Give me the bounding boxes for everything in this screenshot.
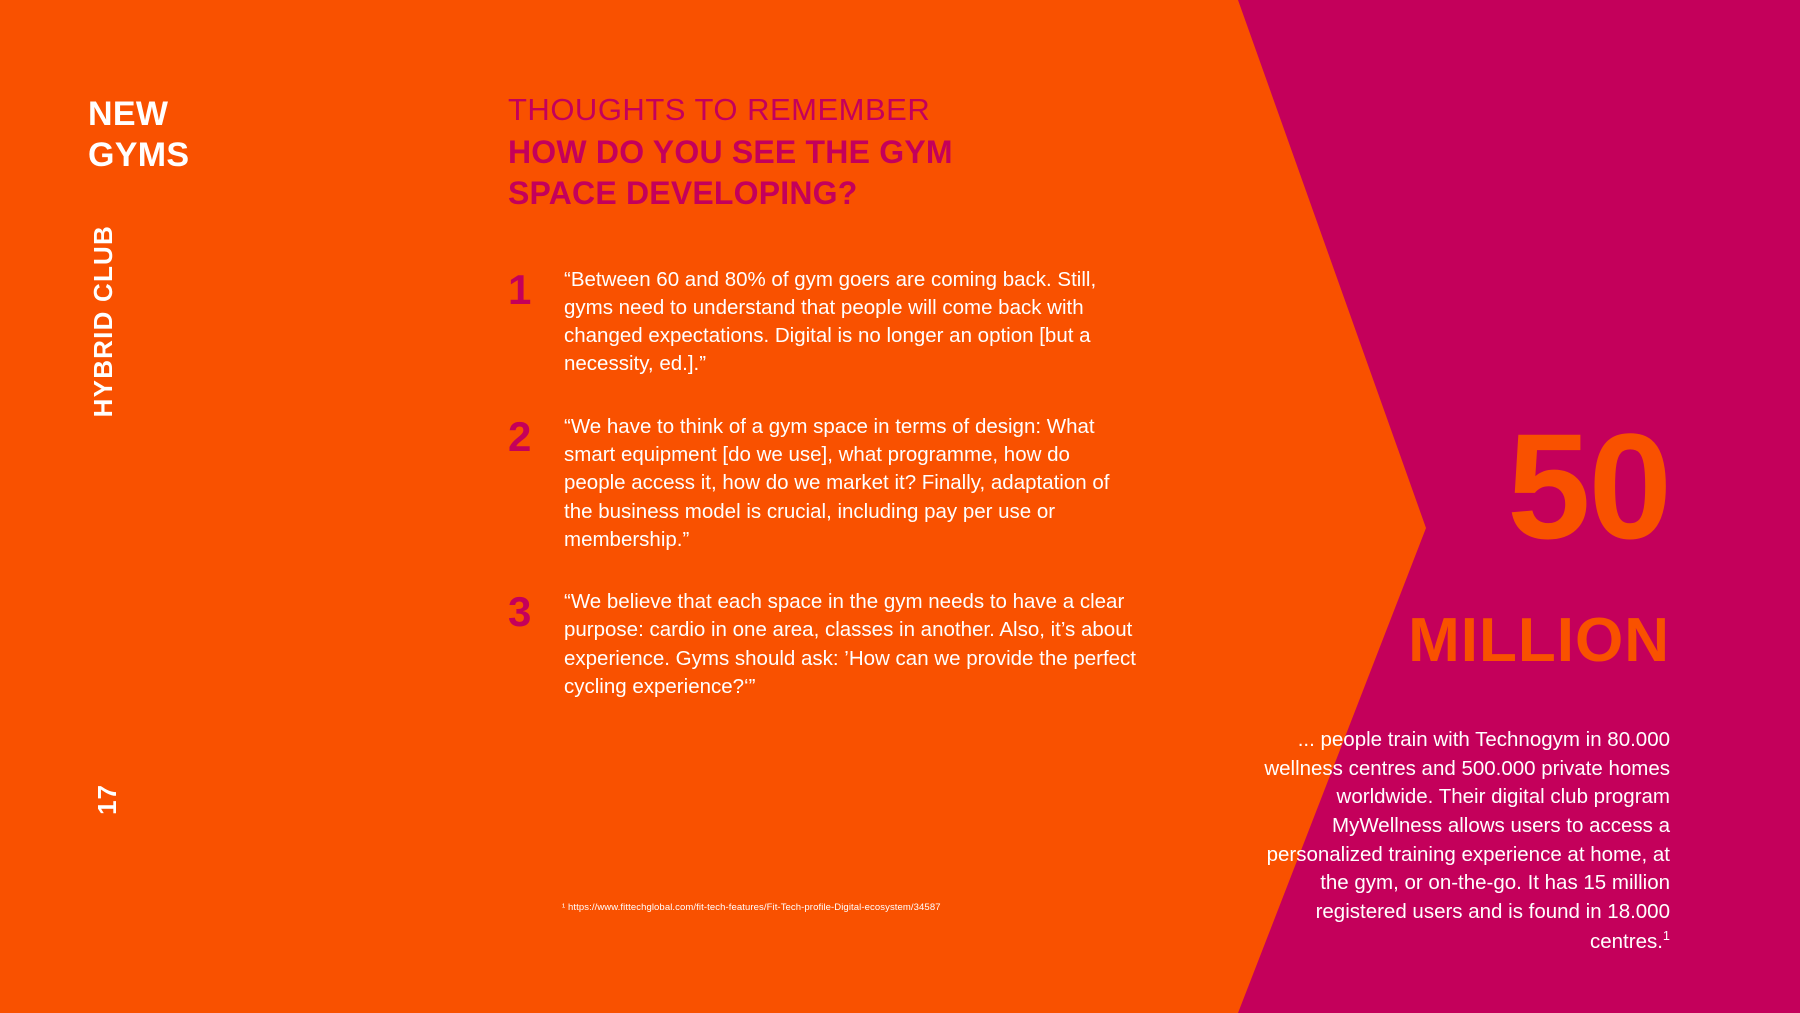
point-text: “We believe that each space in the gym needs to have a clear purpose: cardio in one area, classes in another. Also, it’s about experience. Gyms should ask: ’How can we provide the perfect cycling experience?‘” <box>564 590 1136 698</box>
point-text: “We have to think of a gym space in terms of design: What smart equipment [do we use], what programme, how do people access it, how do we market it? Finally, adaptation of the business model is crucial, including pay per use or membership.” <box>564 414 1110 551</box>
eyebrow-heading: THOUGHTS TO REMEMBER <box>508 92 931 127</box>
point-text: “Between 60 and 80% of gym goers are coming back. Still, gyms need to understand that people will come back with changed expectations. Digital is no longer an option [but a necessity, ed.].” <box>564 267 1097 376</box>
list-item <box>508 266 1138 379</box>
left-column <box>88 0 508 1013</box>
list-item <box>508 413 1138 554</box>
page-title-line-2: SPACE DEVELOPING? <box>508 174 858 211</box>
section-label: HYBRID CLUB <box>88 225 118 418</box>
point-number: 3 <box>508 588 532 636</box>
main-content <box>508 92 1138 735</box>
points-list <box>508 266 1138 702</box>
statistic-value: 50 <box>1507 402 1670 570</box>
footnote-source: ¹ https://www.fittechglobal.com/fit-tech-features/Fit-Tech-profile-Digital-ecosystem/34587 <box>562 902 941 913</box>
point-number: 1 <box>508 265 532 313</box>
list-item <box>508 588 1138 701</box>
page-number: 17 <box>92 784 122 815</box>
point-number: 2 <box>508 412 532 460</box>
statistic-description-text: ... people train with Technogym in 80.000 wellness centres and 500.000 private homes worldwide. Their digital club program MyWellness allows users to access a personalized training experience at home, at the gym, or on-the-go. It has 15 million registered users and is found in 18.000 centres. <box>1264 728 1670 953</box>
brand-title-line-2: GYMS <box>88 135 190 174</box>
right-column <box>1260 0 1710 1013</box>
statistic-unit: MILLION <box>1408 606 1670 675</box>
brand-title-line-1: NEW <box>88 95 169 133</box>
statistic-description <box>1235 726 1670 956</box>
statistic-description-superscript: 1 <box>1662 927 1670 943</box>
brand-title <box>88 94 189 176</box>
page-title-line-1: HOW DO YOU SEE THE GYM <box>508 133 953 170</box>
page-title <box>508 132 1138 214</box>
